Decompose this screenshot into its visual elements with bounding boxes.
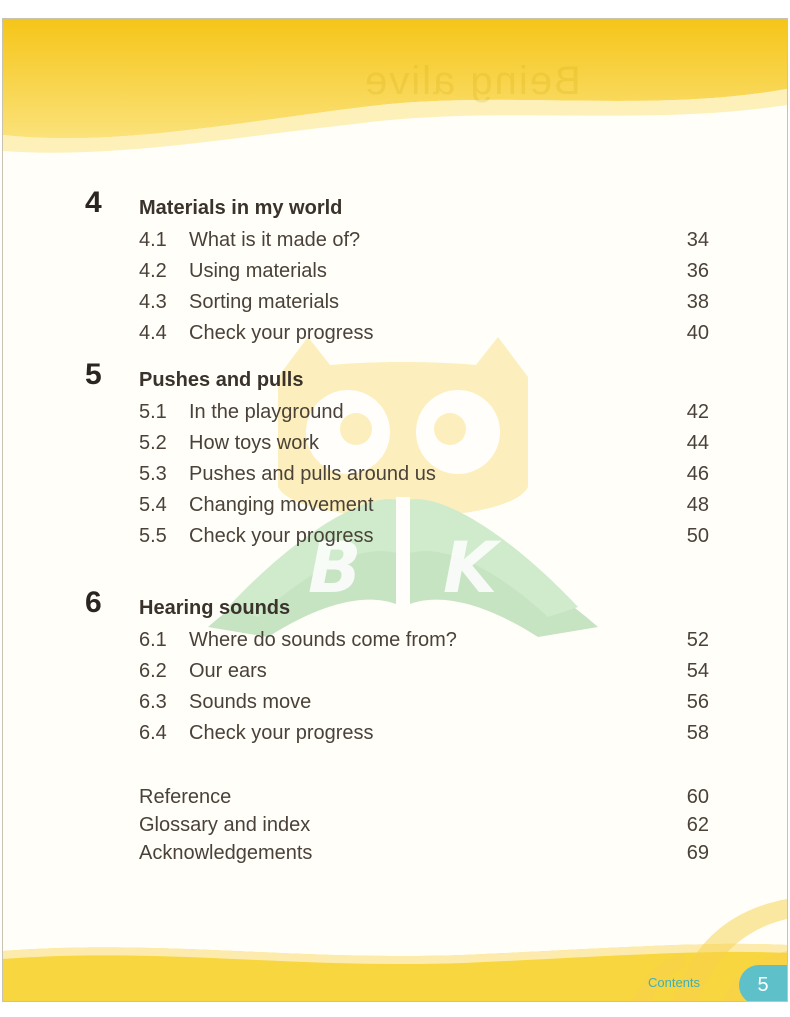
unit-number: 6 bbox=[85, 586, 102, 619]
unit-title: Hearing sounds bbox=[139, 597, 291, 619]
lesson-page: 52 bbox=[686, 629, 709, 651]
lesson-number: 5.1 bbox=[139, 401, 167, 423]
lesson-title: Pushes and pulls around us bbox=[189, 463, 436, 485]
toc-row[interactable] bbox=[139, 660, 709, 686]
lesson-number: 6.2 bbox=[139, 660, 167, 682]
lesson-title: Sorting materials bbox=[189, 291, 340, 313]
lesson-number: 5.3 bbox=[139, 463, 167, 485]
toc-row[interactable] bbox=[139, 494, 709, 520]
toc-row[interactable] bbox=[139, 260, 709, 286]
lesson-title: Check your progress bbox=[189, 322, 374, 344]
lesson-number: 6.4 bbox=[139, 722, 167, 744]
lesson-number: 6.3 bbox=[139, 691, 167, 713]
lesson-page: 46 bbox=[686, 463, 709, 485]
lesson-number: 4.3 bbox=[139, 291, 167, 313]
watermark-letter-k: K bbox=[443, 527, 498, 609]
watermark-letter-b: B bbox=[308, 527, 362, 609]
lesson-page: 50 bbox=[686, 525, 709, 547]
reference-row[interactable] bbox=[139, 786, 709, 812]
reference-page: 62 bbox=[686, 814, 709, 836]
footer-contents-label: Contents bbox=[648, 975, 701, 990]
lesson-title: Check your progress bbox=[189, 722, 374, 744]
lesson-title: What is it made of? bbox=[189, 229, 361, 251]
lesson-page: 42 bbox=[686, 401, 709, 423]
lesson-page: 48 bbox=[686, 494, 709, 516]
lesson-number: 4.2 bbox=[139, 260, 167, 282]
toc-row[interactable] bbox=[139, 463, 709, 489]
lesson-page: 38 bbox=[686, 291, 709, 313]
page-number-badge: 5 bbox=[739, 965, 788, 1002]
lesson-title: Our ears bbox=[189, 660, 267, 682]
lesson-title: Using materials bbox=[189, 260, 327, 282]
lesson-page: 44 bbox=[686, 432, 709, 454]
reference-title: Reference bbox=[139, 786, 232, 808]
toc-row[interactable] bbox=[139, 691, 709, 717]
lesson-page: 58 bbox=[686, 722, 709, 744]
toc-row[interactable] bbox=[139, 291, 709, 317]
lesson-title: Changing movement bbox=[189, 494, 374, 516]
reference-row[interactable] bbox=[139, 842, 709, 868]
toc-row[interactable] bbox=[139, 322, 709, 348]
reference-title: Glossary and index bbox=[139, 814, 311, 836]
lesson-title: Sounds move bbox=[189, 691, 312, 713]
unit-number: 4 bbox=[85, 186, 102, 219]
unit-title: Pushes and pulls bbox=[139, 369, 304, 391]
lesson-number: 4.4 bbox=[139, 322, 167, 344]
toc-row[interactable] bbox=[139, 229, 709, 255]
lesson-page: 34 bbox=[686, 229, 709, 251]
reference-page: 69 bbox=[686, 842, 709, 864]
lesson-page: 40 bbox=[686, 322, 709, 344]
book-page bbox=[2, 18, 788, 1002]
unit-title: Materials in my world bbox=[139, 197, 343, 219]
reference-page: 60 bbox=[686, 786, 709, 808]
toc-row[interactable] bbox=[139, 401, 709, 427]
lesson-title: How toys work bbox=[189, 432, 320, 454]
ghost-header-title: Being alive bbox=[363, 59, 581, 103]
reference-row[interactable] bbox=[139, 814, 709, 840]
lesson-page: 54 bbox=[686, 660, 709, 682]
toc-row[interactable] bbox=[139, 525, 709, 551]
lesson-number: 5.5 bbox=[139, 525, 167, 547]
lesson-title: Check your progress bbox=[189, 525, 374, 547]
lesson-number: 6.1 bbox=[139, 629, 167, 651]
lesson-title: In the playground bbox=[189, 401, 344, 423]
toc-row[interactable] bbox=[139, 629, 709, 655]
lesson-page: 36 bbox=[686, 260, 709, 282]
toc-row[interactable] bbox=[139, 722, 709, 748]
lesson-page: 56 bbox=[686, 691, 709, 713]
reference-title: Acknowledgements bbox=[139, 842, 313, 864]
lesson-number: 5.4 bbox=[139, 494, 167, 516]
toc-row[interactable] bbox=[139, 432, 709, 458]
lesson-title: Where do sounds come from? bbox=[189, 629, 457, 651]
lesson-number: 5.2 bbox=[139, 432, 167, 454]
lesson-number: 4.1 bbox=[139, 229, 167, 251]
unit-number: 5 bbox=[85, 358, 102, 391]
